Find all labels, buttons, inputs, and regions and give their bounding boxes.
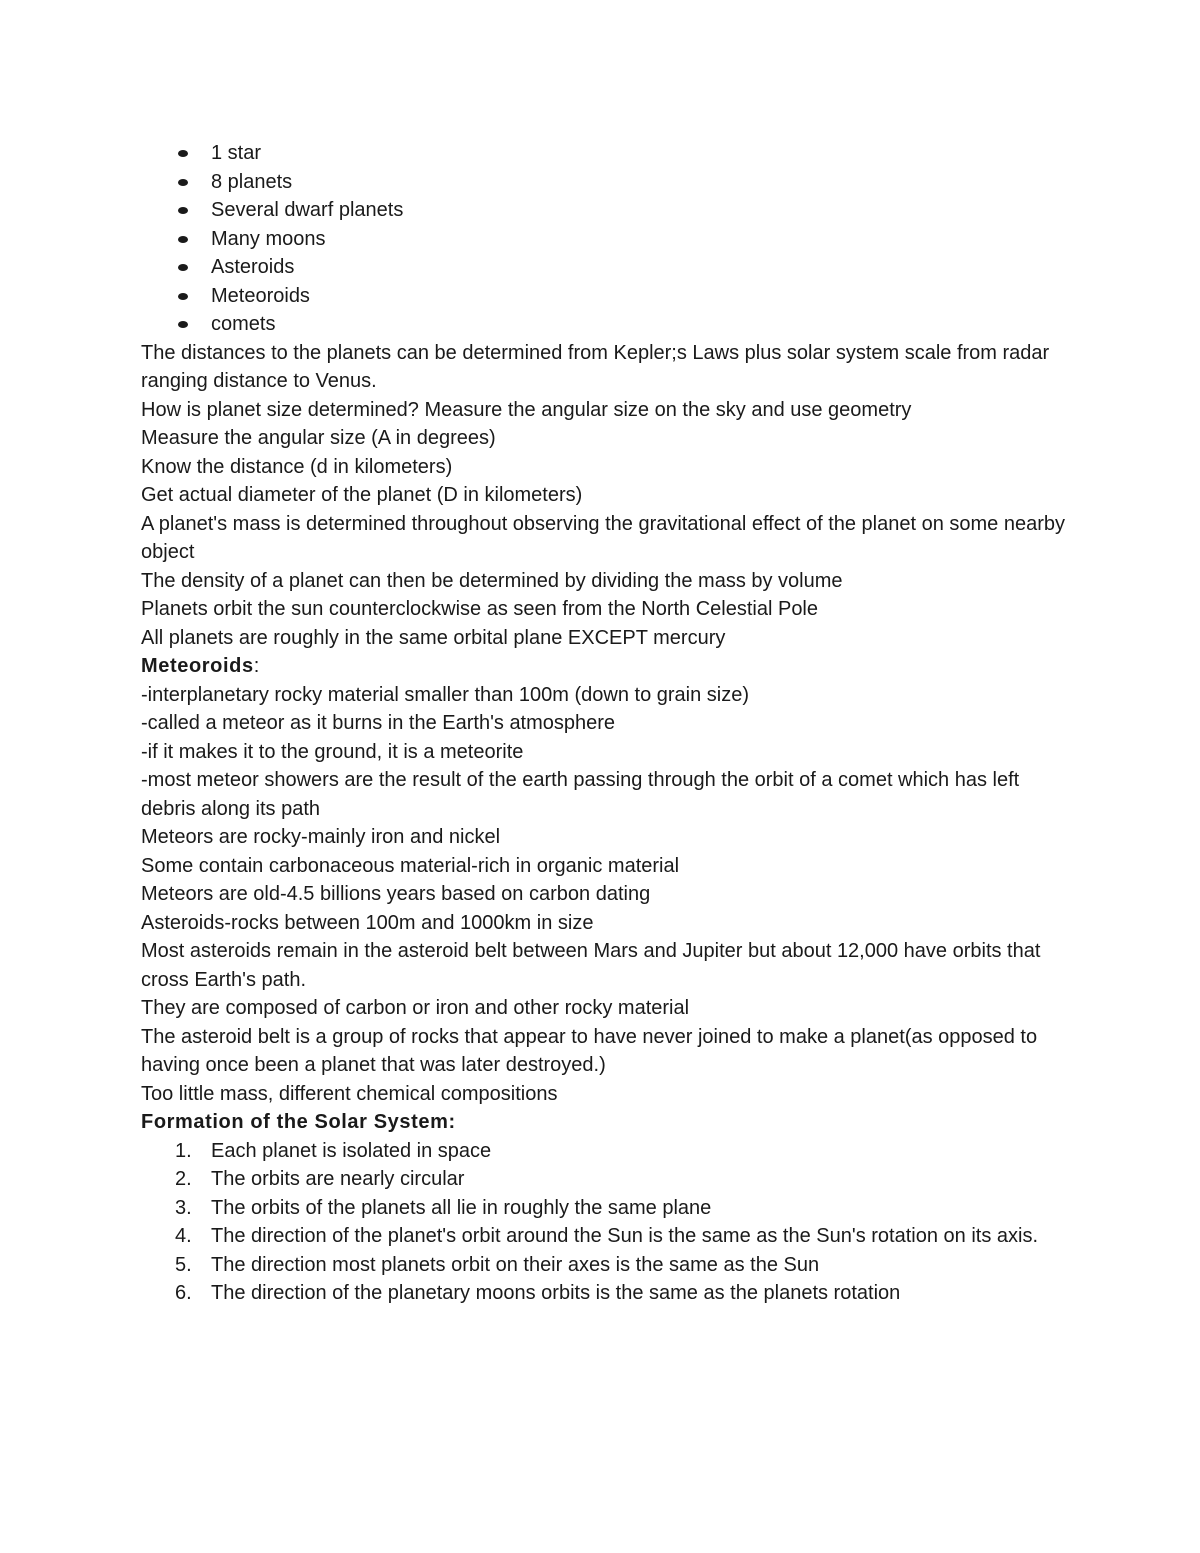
meteoroids-heading-colon: : [253,655,260,677]
list-text: The direction most planets orbit on their axes is the same as the Sun [211,1253,820,1276]
bullet-text: 8 planets [211,170,293,193]
formation-list-item [141,1194,1071,1223]
bullet-dot-icon [178,179,188,186]
paragraph-meteor-showers: -most meteor showers are the result of the earth passing through the orbit of a comet which has left debris along its path [141,769,1020,820]
list-number: 3. [175,1196,192,1219]
list-text: The direction of the planetary moons orbits is the same as the planets rotation [211,1282,901,1304]
paragraph-orbit-direction: Planets orbit the sun counterclockwise as seen from the North Celestial Pole [141,598,819,620]
bullet-dot-icon [178,264,188,271]
bullet-text: Several dwarf planets [211,199,404,221]
paragraph-carbonaceous: Some contain carbonaceous material-rich in organic material [141,854,680,877]
bullet-dot-icon [178,321,188,328]
bullet-text: Meteoroids [211,284,310,307]
bullet-item [141,253,1071,282]
paragraph-too-little-mass: Too little mass, different chemical compositions [141,1082,558,1105]
list-number: 4. [175,1225,192,1247]
formation-list-item [141,1165,1071,1194]
formation-heading: Formation of the Solar System: [141,1111,456,1133]
paragraph-meteor-composition: Meteors are rocky-mainly iron and nickel [141,826,501,848]
bullet-item [141,168,1071,197]
paragraph-interplanetary-material: -interplanetary rocky material smaller than 100m (down to grain size) [141,683,750,706]
paragraph-orbital-plane: All planets are roughly in the same orbital plane EXCEPT mercury [141,626,726,649]
paragraph-planet-mass: A planet's mass is determined throughout observing the gravitational effect of the planet on some nearby object [141,512,1066,563]
paragraph-asteroid-belt-origin: The asteroid belt is a group of rocks that appear to have never joined to make a planet(as opposed to having once been a planet that was later destroyed.) [141,1025,1038,1076]
bullet-dot-icon [178,293,188,300]
paragraph-diameter: Get actual diameter of the planet (D in kilometers) [141,484,583,506]
bullet-item [141,139,1071,168]
meteoroids-heading [141,652,1071,681]
list-text: The direction of the planet's orbit around the Sun is the same as the Sun's rotation on its axis. [211,1225,1039,1247]
bullet-dot-icon [178,207,188,214]
bullet-text: Asteroids [211,256,295,278]
paragraph-distance: Know the distance (d in kilometers) [141,455,453,478]
formation-list-item [141,1279,1071,1308]
paragraph-meteorite-definition: -if it makes it to the ground, it is a meteorite [141,740,524,763]
paragraph-planet-size: How is planet size determined? Measure the angular size on the sky and use geometry [141,398,912,421]
formation-list-item [141,1222,1071,1251]
bullet-item [141,282,1071,311]
list-text: Each planet is isolated in space [211,1139,492,1162]
bullet-dot-icon [178,236,188,243]
bullet-text: Many moons [211,227,326,250]
bullet-text: 1 star [211,142,262,164]
paragraph-asteroid-size: Asteroids-rocks between 100m and 1000km in size [141,911,594,934]
paragraph-density: The density of a planet can then be determined by dividing the mass by volume [141,569,843,592]
bullet-dot-icon [178,150,188,157]
paragraph-angular-size: Measure the angular size (A in degrees) [141,427,496,449]
paragraph-meteor-age: Meteors are old-4.5 billions years based on carbon dating [141,883,651,905]
formation-list [141,1137,1071,1308]
formation-list-item [141,1251,1071,1280]
list-number: 5. [175,1253,192,1276]
list-number: 6. [175,1282,192,1304]
paragraph-asteroid-belt-location: Most asteroids remain in the asteroid belt between Mars and Jupiter but about 12,000 have orbits that cross Earth's path. [141,940,1041,991]
bullet-text: comets [211,313,276,335]
document-page [141,139,1071,1308]
paragraph-asteroid-composition: They are composed of carbon or iron and other rocky material [141,997,690,1019]
paragraph-meteor-definition: -called a meteor as it burns in the Earth's atmosphere [141,712,616,734]
paragraph-kepler-distances: The distances to the planets can be determined from Kepler;s Laws plus solar system scale from radar ranging distance to Venus. [141,341,1050,392]
list-number: 2. [175,1168,192,1190]
bullet-item [141,196,1071,225]
list-text: The orbits of the planets all lie in roughly the same plane [211,1196,712,1219]
solar-system-contents-list [141,139,1071,339]
list-text: The orbits are nearly circular [211,1168,465,1190]
bullet-item [141,310,1071,339]
list-number: 1. [175,1139,192,1162]
bullet-item [141,225,1071,254]
formation-list-item [141,1137,1071,1166]
meteoroids-heading-title: Meteoroids [141,655,254,677]
